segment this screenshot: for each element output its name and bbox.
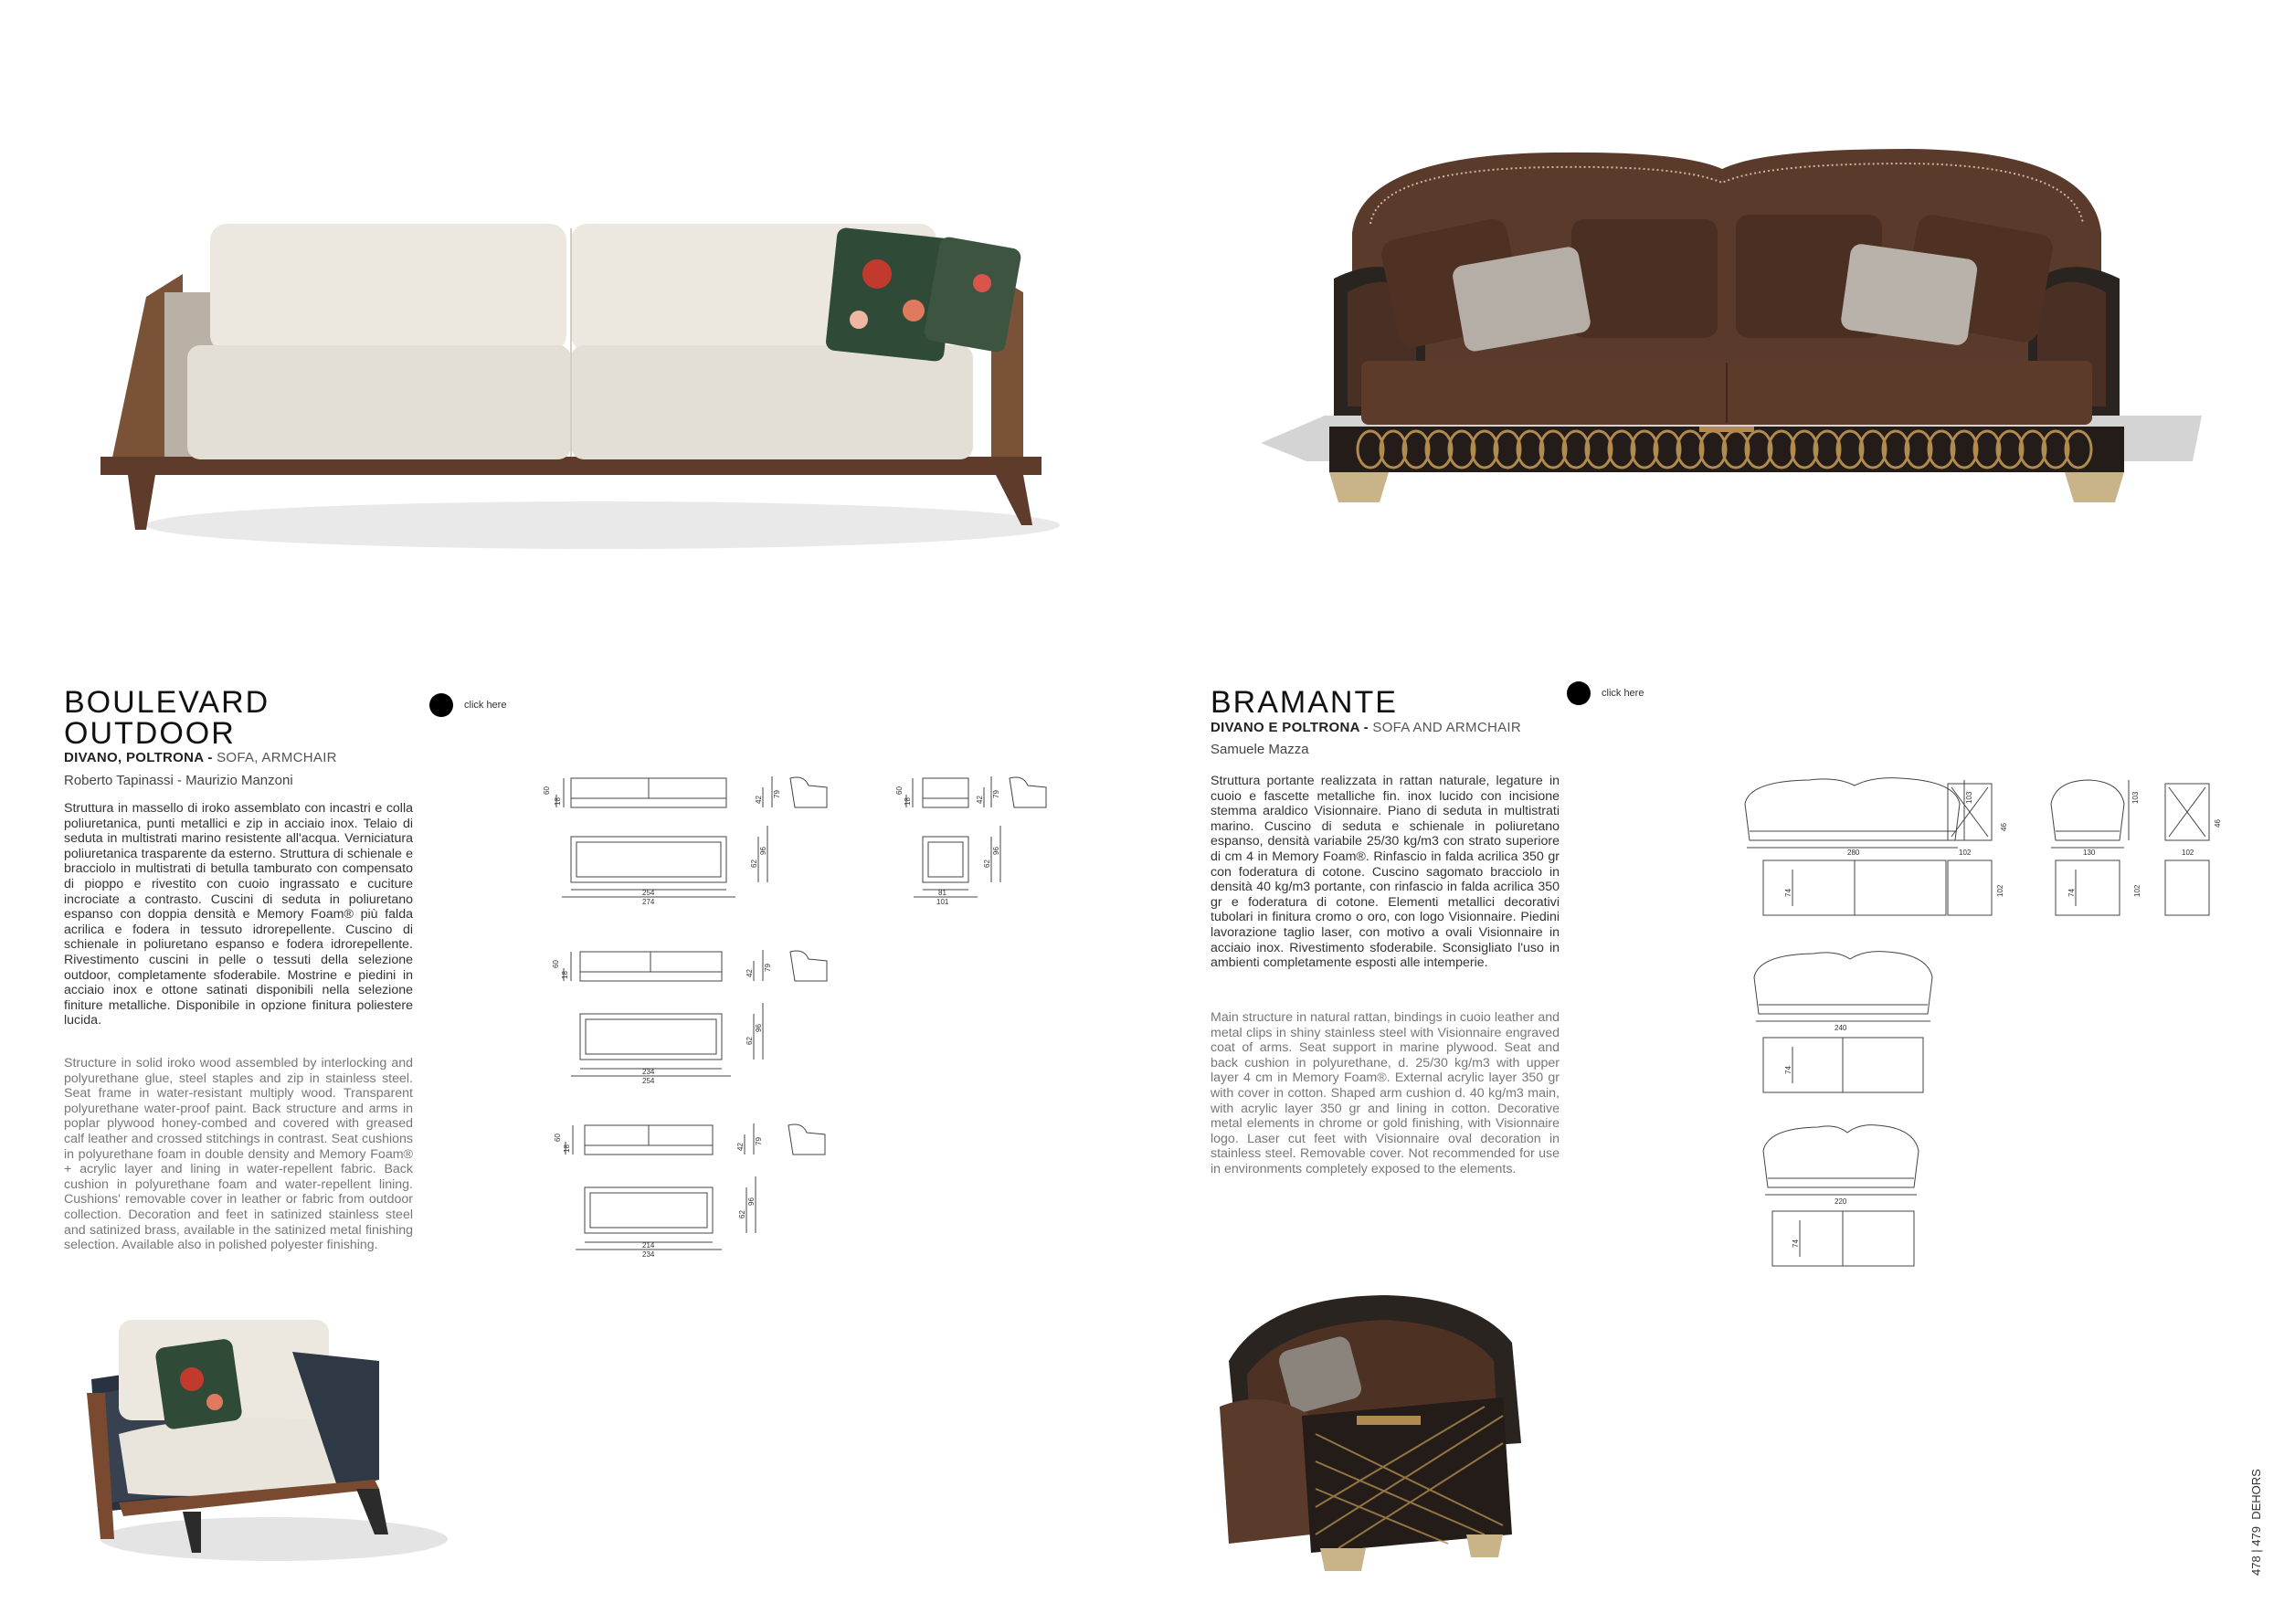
boulevard-dim-height-arm-3: 60 [554, 1134, 562, 1142]
boulevard-armchair-front [906, 776, 1046, 897]
bramante-dim-height-1: 103 [1965, 791, 1973, 804]
boulevard-sofa-274-top [562, 826, 767, 897]
boulevard-armchair-photo [64, 1306, 448, 1571]
boulevard-sofa-254 [564, 950, 827, 1076]
boulevard-dim-depth-inner-a: 62 [983, 859, 991, 868]
boulevard-dim-sofa3-inner: 214 [642, 1241, 655, 1250]
boulevard-sofa-234 [566, 1123, 825, 1250]
boulevard-dim-height-seat-3: 42 [736, 1143, 745, 1151]
boulevard-dim-depth-inner-1: 62 [750, 859, 758, 868]
bramante-dim-depth-side-1: 102 [1996, 884, 2004, 897]
page-numbers: 478 | 479 [2249, 1526, 2263, 1576]
bramante-dim-depth-1: 102 [1959, 849, 1972, 857]
bramante-dim-depth-a: 102 [2182, 849, 2194, 857]
boulevard-dim-sofa2-inner: 234 [642, 1068, 655, 1076]
boulevard-dim-seat-h-3: 18 [563, 1144, 571, 1153]
bramante-click-here-button[interactable] [1567, 681, 1644, 705]
boulevard-dim-depth-outer-3: 96 [747, 1197, 756, 1206]
boulevard-description-it: Struttura in massello di iroko assemblato con incastri e colla poliuretanica, punti metallici e zip in acciaio inox. Telaio di seduta in multistrati marino resistente all'acqua. Verniciatura poliuretanica trasparente da esterno. Struttura di schienale e bracciolo in multistrati di betulla tamburato con compensato di pioppo e rivestito con cuoio ingrassato e cuciture incrociate a contrasto. Cuscini di seduta in poliuretano espanso con doppia densità e Memory Foam® più falda acrilica e fodera in tessuto idrorepellente. Cuscino di schienale in poliuretano espanso e fodera idrorepellente. Rivestimento cuscini in pelle o tessuti della selezione outdoor, completamente sfoderabile. Mostrine e piedini in acciaio inox e ottone satinati disponibili nella selezione finiture metalliche. Disponibile in opzione finitura poliestere lucida. [64, 801, 413, 1028]
boulevard-title [64, 687, 270, 749]
click-dot-icon [429, 693, 453, 717]
boulevard-subtitle-en: SOFA, ARMCHAIR [217, 750, 337, 765]
boulevard-dim-height-back-3: 79 [755, 1137, 763, 1145]
section-name: DEHORS [2249, 1469, 2263, 1520]
boulevard-dim-arm-inner: 81 [938, 889, 946, 897]
boulevard-dim-depth-outer-1: 96 [759, 847, 767, 855]
bramante-sofa-240 [1754, 952, 1932, 1092]
boulevard-description-en: Structure in solid iroko wood assembled by interlocking and polyurethane glue, steel staples and zip in stainless steel. Seat frame in water-resistant multiply wood. Transparent polyurethane water-proof paint. Back structure and arms in poplar plywood honey-combed and covered with greased calf leather and crossed stitchings in contrast. Seat cushions in polyurethane foam in double density and Memory Foam® + acrylic layer and lining in water-repellent fabric. Back cushion in polyurethane foam and water-repellent lining. Cushions' removable cover in leather or fabric from outdoor collection. Decoration and feet in satinized stainless steel and satinized brass, available in the satinized metal finishing selection. Available also in polished polyester finishing. [64, 1056, 413, 1253]
boulevard-dim-seat-h-2: 18 [561, 971, 569, 979]
boulevard-dim-height-seat-2: 42 [745, 969, 754, 977]
boulevard-dim-seat-h-1: 18 [554, 797, 562, 806]
page-footer [2249, 1469, 2263, 1576]
bramante-description-en: Main structure in natural rattan, bindings in cuoio leather and metal clips in shiny stainless steel with Visionnaire engraved coat of arms. Seat support in marine plywood. Seat and back cushion in polyurethane, d. 25/30 kg/m3 with upper layer 4 cm in Memory Foam®. External acrylic layer 350 gr with cover in cotton. Shaped arm cushion d. 40 kg/m3 main, with acrylic layer 350 gr and lining in cotton. Decorative metal elements in chrome or gold finishing, with Visionnaire logo. Laser cut feet with Visionnaire oval decoration in stainless steel. Removable cover. Not recommended for use in environments completely exposed to the elements. [1211, 1010, 1560, 1176]
boulevard-dim-depth-inner-2: 62 [745, 1037, 754, 1045]
bramante-armchair-photo [1211, 1288, 1539, 1580]
bramante-dim-sofa2-w: 240 [1835, 1024, 1847, 1032]
click-dot-icon [1567, 681, 1591, 705]
boulevard-dim-seat-h-a: 18 [904, 797, 912, 806]
bramante-subtitle-it: DIVANO E POLTRONA - [1211, 720, 1373, 735]
boulevard-dimension-drawings [534, 767, 1101, 1279]
boulevard-dim-height-arm-1: 60 [543, 786, 551, 795]
boulevard-dim-depth-outer-2: 96 [755, 1024, 763, 1032]
bramante-description-it: Struttura portante realizzata in rattan naturale, legature in cuoio e fascette metalliche fin. inox lucido con incisione stemma araldico Visionnaire. Piano di seduta in multistrati marino. Cuscino di seduta e schienale in poliuretano espanso, densità variabile 25/30 kg/m3 con strato superiore di cm 4 in Memory Foam®. Rinfascio in falda acrilica 350 gr con foderatura di cotone. Cuscino sagomato bracciolo in densità 40 kg/m3 portante, con rinfascio in falda acrilica 350 gr e foderatura di cotone. Elementi metallici decorativi tubolari in finitura cromo o oro, con logo Visionnaire. Piedini lavorazione taglio laser, con motivo a ovali Visionnaire in acciaio inox. Rivestimento sfoderabile. Sconsigliato l'uso in ambienti completamente esposti alle intemperie. [1211, 774, 1560, 971]
bramante-dim-inner-depth-a: 74 [2067, 889, 2076, 897]
boulevard-dim-depth-outer-a: 96 [992, 847, 1000, 855]
boulevard-dim-sofa2-outer: 254 [642, 1077, 655, 1085]
bramante-dim-seat-h-a: 46 [2214, 819, 2222, 828]
boulevard-dim-sofa1-outer: 274 [642, 898, 655, 906]
boulevard-title-line2: OUTDOOR [64, 716, 236, 751]
bramante-dim-height-a: 103 [2131, 791, 2140, 804]
bramante-dim-depth-side-a: 102 [2133, 884, 2141, 897]
boulevard-dim-height-arm-2: 60 [552, 960, 560, 968]
bramante-click-here-label: click here [1602, 688, 1644, 699]
bramante-subtitle-en: SOFA AND ARMCHAIR [1372, 720, 1522, 735]
bramante-dim-inner-depth-2: 74 [1784, 1066, 1792, 1074]
boulevard-dim-depth-inner-3: 62 [738, 1210, 746, 1218]
bramante-sofa-220 [1763, 1125, 1919, 1266]
boulevard-subtitle-it: DIVANO, POLTRONA - [64, 750, 217, 765]
boulevard-sofa-photo [91, 210, 1060, 557]
boulevard-dim-height-back-2: 79 [764, 964, 772, 972]
boulevard-dim-height-arm-a: 60 [895, 786, 904, 795]
bramante-subtitle [1211, 720, 1521, 735]
boulevard-dim-arm-outer: 101 [936, 898, 949, 906]
bramante-dimension-drawings [1736, 767, 2247, 1297]
boulevard-dim-height-seat-1: 42 [755, 796, 763, 804]
bramante-dim-inner-depth-1: 74 [1784, 889, 1792, 897]
bramante-dim-sofa1-w: 280 [1847, 849, 1860, 857]
bramante-sofa-280 [1745, 778, 1992, 915]
boulevard-dim-height-back-1: 79 [773, 790, 781, 798]
boulevard-dim-height-seat-a: 42 [976, 796, 984, 804]
boulevard-click-here-button[interactable] [429, 693, 506, 717]
boulevard-dim-sofa3-outer: 234 [642, 1250, 655, 1259]
boulevard-subtitle [64, 750, 337, 765]
boulevard-title-line1: BOULEVARD [64, 685, 270, 720]
bramante-designer: Samuele Mazza [1211, 742, 1309, 757]
bramante-dim-inner-depth-3: 74 [1792, 1239, 1800, 1248]
boulevard-dim-sofa1-inner: 254 [642, 889, 655, 897]
boulevard-designer: Roberto Tapinassi - Maurizio Manzoni [64, 773, 293, 788]
boulevard-dim-height-back-a: 79 [992, 790, 1000, 798]
bramante-dim-seat-h-1: 46 [2000, 823, 2008, 831]
boulevard-click-here-label: click here [464, 700, 507, 711]
bramante-dim-sofa3-w: 220 [1835, 1197, 1847, 1206]
bramante-sofa-photo [1252, 142, 2211, 543]
boulevard-sofa-274-front [556, 776, 827, 807]
bramante-title: BRAMANTE [1211, 685, 1398, 720]
bramante-dim-arm-w: 130 [2083, 849, 2096, 857]
